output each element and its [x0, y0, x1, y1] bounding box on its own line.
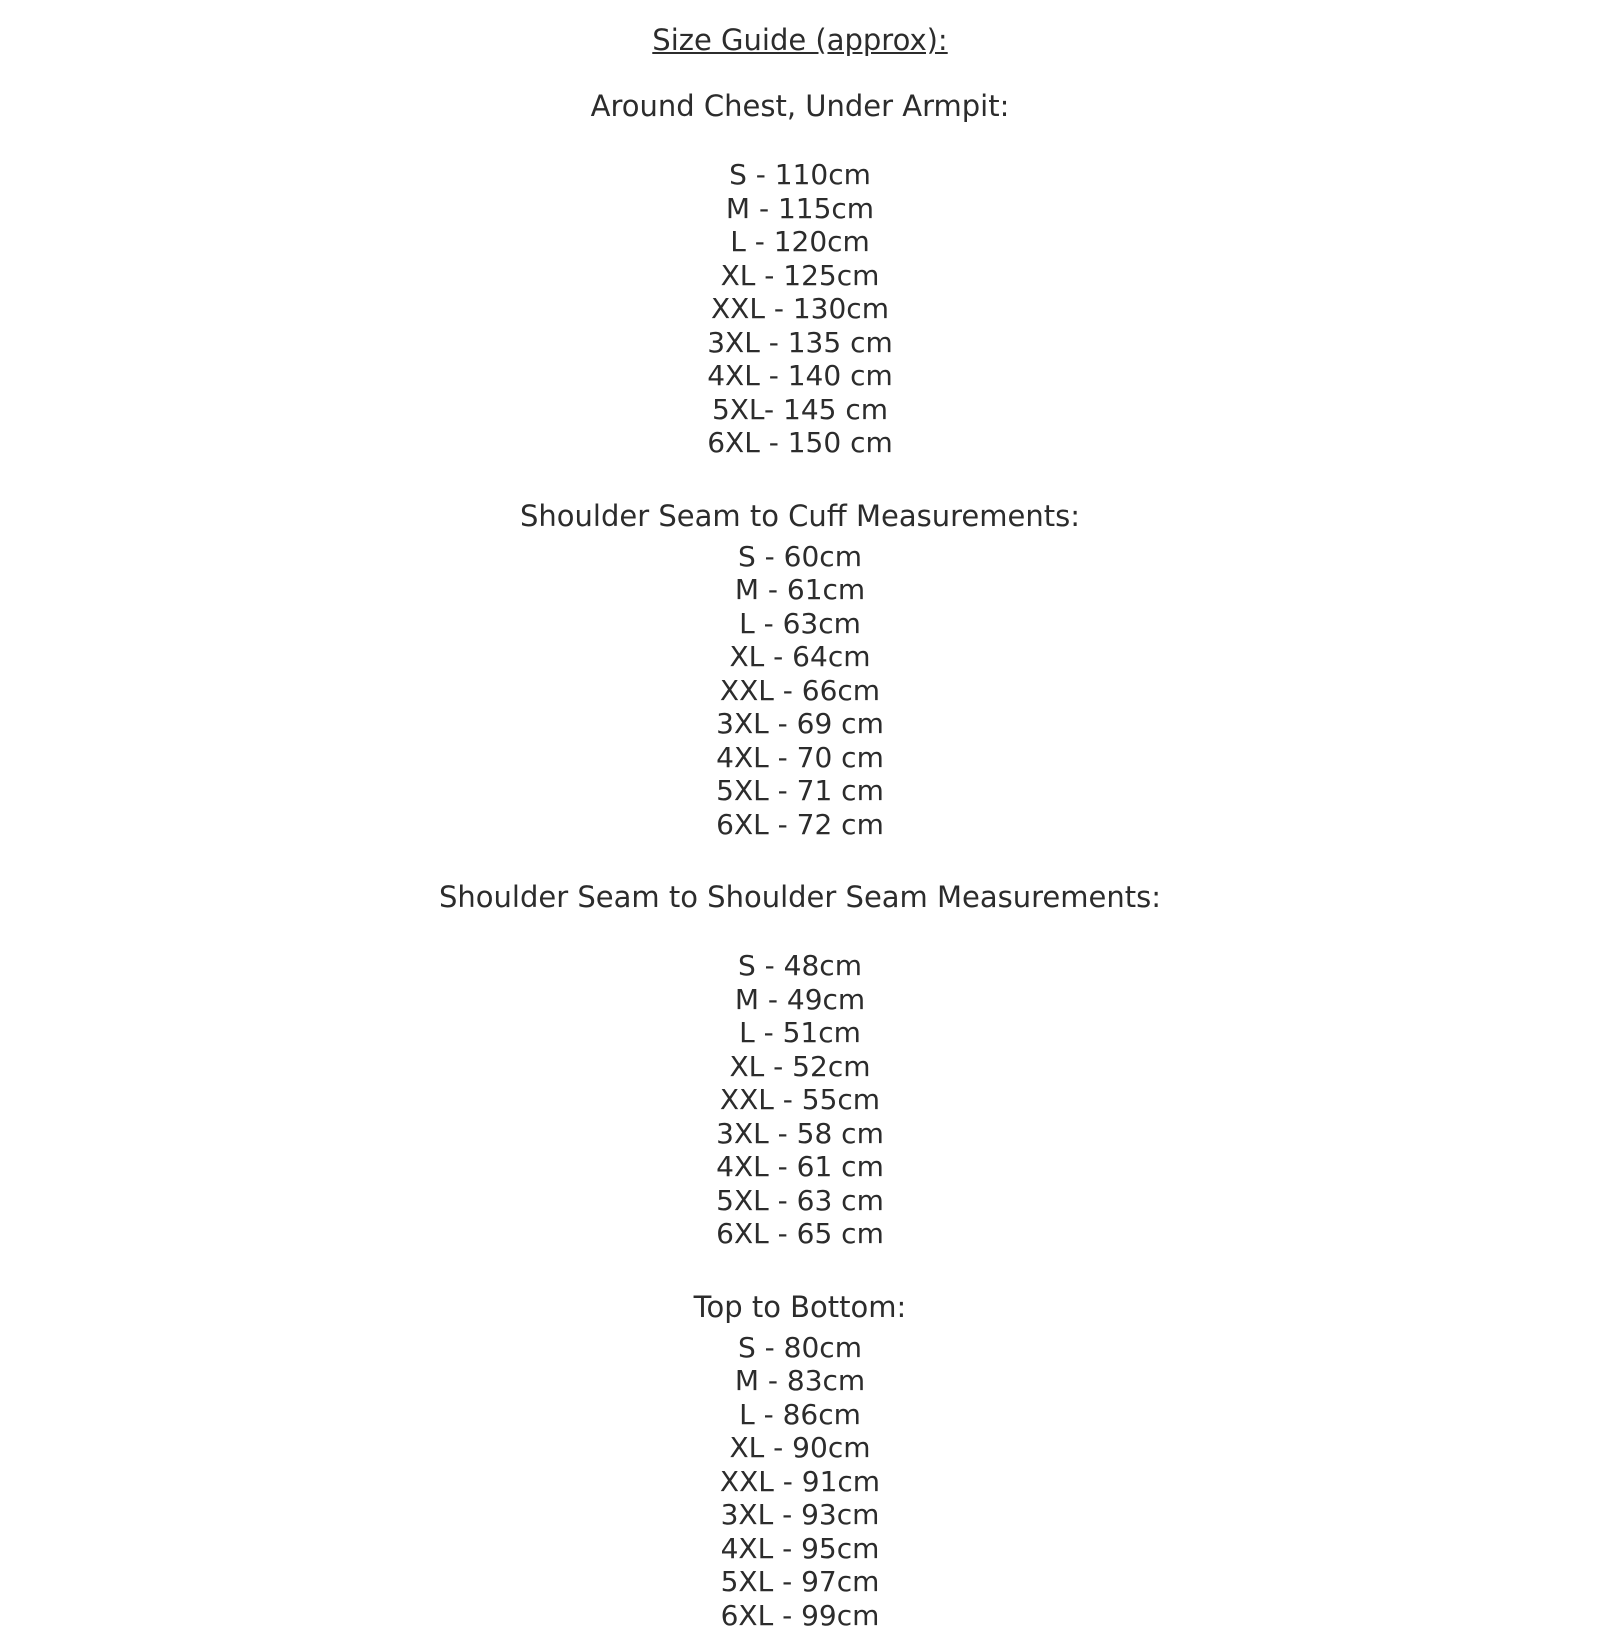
spacer: [0, 128, 1600, 158]
section-heading: Top to Bottom:: [0, 1285, 1600, 1329]
list-item: XXL - 130cm: [0, 292, 1600, 326]
list-item: 5XL - 97cm: [0, 1565, 1600, 1599]
list-item: XXL - 91cm: [0, 1465, 1600, 1499]
list-item: M - 115cm: [0, 192, 1600, 226]
spacer: [0, 919, 1600, 949]
list-item: L - 86cm: [0, 1398, 1600, 1432]
measurement-list: [0, 949, 1600, 1251]
list-item: M - 49cm: [0, 983, 1600, 1017]
measurement-list: [0, 1331, 1600, 1632]
section-heading: Shoulder Seam to Shoulder Seam Measurements:: [0, 875, 1600, 919]
list-item: S - 60cm: [0, 540, 1600, 574]
list-item: 6XL - 150 cm: [0, 426, 1600, 460]
list-item: 4XL - 95cm: [0, 1532, 1600, 1566]
list-item: 4XL - 140 cm: [0, 359, 1600, 393]
list-item: L - 63cm: [0, 607, 1600, 641]
list-item: XL - 90cm: [0, 1431, 1600, 1465]
section-around-chest: [0, 84, 1600, 460]
list-item: 3XL - 69 cm: [0, 707, 1600, 741]
list-item: 5XL- 145 cm: [0, 393, 1600, 427]
list-item: 6XL - 72 cm: [0, 808, 1600, 842]
list-item: M - 83cm: [0, 1364, 1600, 1398]
list-item: XL - 64cm: [0, 640, 1600, 674]
list-item: 3XL - 135 cm: [0, 326, 1600, 360]
list-item: 4XL - 70 cm: [0, 741, 1600, 775]
list-item: 6XL - 99cm: [0, 1599, 1600, 1632]
spacer: [0, 841, 1600, 875]
list-item: 5XL - 63 cm: [0, 1184, 1600, 1218]
list-item: XXL - 55cm: [0, 1083, 1600, 1117]
list-item: S - 48cm: [0, 949, 1600, 983]
spacer: [0, 460, 1600, 494]
list-item: XL - 52cm: [0, 1050, 1600, 1084]
list-item: S - 80cm: [0, 1331, 1600, 1365]
list-item: 3XL - 93cm: [0, 1498, 1600, 1532]
measurement-list: [0, 158, 1600, 460]
measurement-list: [0, 540, 1600, 842]
section-top-to-bottom: [0, 1285, 1600, 1632]
list-item: L - 120cm: [0, 225, 1600, 259]
list-item: 6XL - 65 cm: [0, 1217, 1600, 1251]
section-shoulder-to-shoulder: [0, 875, 1600, 1251]
section-shoulder-to-cuff: [0, 494, 1600, 842]
list-item: L - 51cm: [0, 1016, 1600, 1050]
list-item: 3XL - 58 cm: [0, 1117, 1600, 1151]
list-item: XL - 125cm: [0, 259, 1600, 293]
list-item: S - 110cm: [0, 158, 1600, 192]
section-heading: Shoulder Seam to Cuff Measurements:: [0, 494, 1600, 538]
spacer: [0, 1251, 1600, 1285]
page-title: Size Guide (approx):: [0, 18, 1600, 62]
list-item: 4XL - 61 cm: [0, 1150, 1600, 1184]
list-item: M - 61cm: [0, 573, 1600, 607]
list-item: 5XL - 71 cm: [0, 774, 1600, 808]
list-item: XXL - 66cm: [0, 674, 1600, 708]
section-heading: Around Chest, Under Armpit:: [0, 84, 1600, 128]
